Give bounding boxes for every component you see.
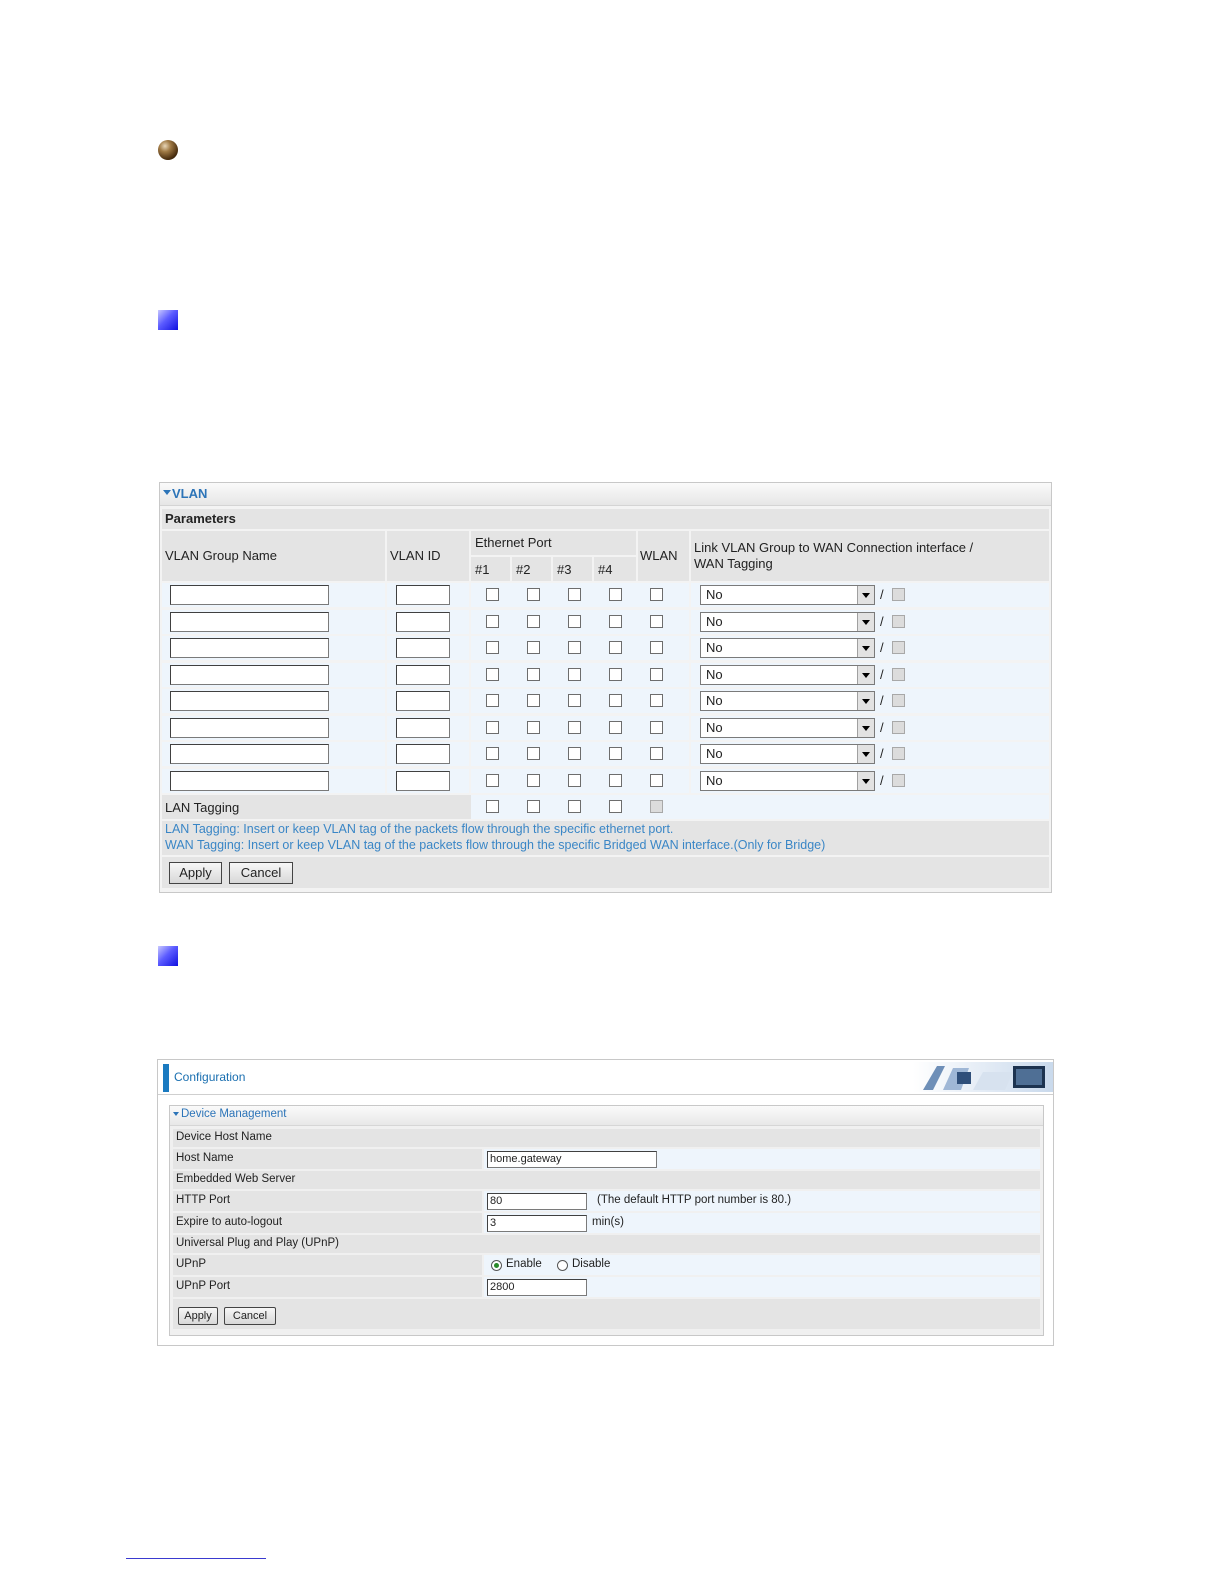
expire-row [173, 1213, 1040, 1233]
vlan-group-name-input[interactable] [170, 718, 329, 738]
wan-tagging-checkbox [892, 668, 905, 681]
wlan-checkbox[interactable] [650, 668, 663, 681]
vlan-id-cell [387, 636, 469, 660]
vlan-id-input[interactable] [396, 771, 450, 791]
vlan-group-name-input[interactable] [170, 612, 329, 632]
port-checkbox-cell [471, 769, 689, 793]
vlan-id-input[interactable] [396, 612, 450, 632]
wan-tagging-checkbox [892, 694, 905, 707]
notes-box [162, 821, 1049, 855]
port-3-checkbox[interactable] [568, 694, 581, 707]
wan-tagging-note: WAN Tagging: Insert or keep VLAN tag of the packets flow through the specific Bridged WAN interface.(Only for Bridge) [165, 838, 826, 852]
wan-connection-select-value: No [706, 746, 723, 761]
port-checkbox-cell [471, 663, 689, 687]
group-name-cell [162, 583, 385, 607]
port-1-checkbox[interactable] [486, 588, 499, 601]
device-host-name-section [173, 1129, 1040, 1147]
header-port-2 [512, 557, 551, 581]
wan-tagging-checkbox [892, 774, 905, 787]
vlan-id-input[interactable] [396, 718, 450, 738]
lan-tag-wlan-checkbox [650, 800, 663, 813]
header-ethernet-port [471, 531, 636, 555]
port-4-checkbox[interactable] [609, 641, 622, 654]
header-accent-bar [163, 1064, 169, 1092]
wlan-checkbox[interactable] [650, 721, 663, 734]
slash-separator: / [880, 693, 884, 708]
link-header-line2: WAN Tagging [694, 556, 773, 571]
port-2-header: #2 [516, 562, 531, 577]
wan-connection-select-value: No [706, 613, 723, 629]
vlan-id-input[interactable] [396, 638, 450, 658]
link-cell [691, 689, 1049, 713]
wlan-checkbox[interactable] [650, 588, 663, 601]
wan-tagging-checkbox [892, 747, 905, 760]
wan-tagging-checkbox [892, 641, 905, 654]
port-3-checkbox[interactable] [568, 641, 581, 654]
slash-separator: / [880, 772, 884, 788]
port-1-checkbox[interactable] [486, 615, 499, 628]
group-name-cell [162, 689, 385, 713]
group-name-header: VLAN Group Name [165, 548, 277, 563]
port-1-checkbox[interactable] [486, 721, 499, 734]
slash-separator: / [880, 746, 884, 761]
expire-input[interactable]: 3 [487, 1215, 587, 1232]
port-3-checkbox[interactable] [568, 747, 581, 760]
upnp-disable-radio[interactable] [557, 1260, 568, 1271]
port-2-checkbox[interactable] [527, 774, 540, 787]
wan-connection-select[interactable] [700, 771, 875, 791]
vlan-id-cell [387, 716, 469, 740]
link-header-line1: Link VLAN Group to WAN Connection interface / [694, 540, 974, 555]
port-4-header: #4 [598, 562, 613, 577]
port-2-checkbox[interactable] [527, 588, 540, 601]
port-2-checkbox[interactable] [527, 721, 540, 734]
upnp-row [173, 1255, 1040, 1275]
link-cell [691, 583, 1049, 607]
port-3-checkbox[interactable] [568, 721, 581, 734]
port-2-checkbox[interactable] [527, 615, 540, 628]
office-desk-banner-icon [913, 1062, 1053, 1092]
vlan-id-cell [387, 583, 469, 607]
lan-tagging-controls [471, 795, 1049, 819]
vlan-id-cell [387, 610, 469, 634]
port-4-checkbox[interactable] [609, 747, 622, 760]
config-button-bar [173, 1299, 1040, 1329]
configuration-panel [157, 1059, 1054, 1346]
dropdown-arrow-icon[interactable] [857, 586, 874, 604]
vlan-title: VLAN [172, 486, 208, 501]
ethernet-port-header: Ethernet Port [475, 535, 552, 550]
port-3-checkbox[interactable] [568, 615, 581, 628]
slash-separator: / [880, 587, 884, 602]
header-link-vlan [691, 531, 1049, 581]
port-checkbox-cell [471, 742, 689, 766]
upnp-disable-label[interactable]: Disable [572, 1258, 611, 1270]
wan-connection-select-value: No [706, 772, 723, 788]
lan-tagging-note: LAN Tagging: Insert or keep VLAN tag of the packets flow through the specific ethernet port. [165, 822, 674, 836]
wlan-header: WLAN [640, 548, 678, 563]
vlan-id-cell [387, 663, 469, 687]
vlan-group-name-input[interactable] [170, 691, 329, 711]
port-4-checkbox[interactable] [609, 588, 622, 601]
port-3-checkbox[interactable] [568, 668, 581, 681]
wan-connection-select[interactable] [700, 585, 875, 605]
upnp-port-row [173, 1277, 1040, 1297]
port-3-checkbox[interactable] [568, 774, 581, 787]
port-4-checkbox[interactable] [609, 668, 622, 681]
wan-tagging-checkbox [892, 588, 905, 601]
wan-connection-select[interactable] [700, 612, 875, 632]
upnp-label: UPnP [176, 1258, 207, 1270]
port-4-checkbox[interactable] [609, 774, 622, 787]
group-name-cell [162, 663, 385, 687]
link-cell [691, 769, 1049, 793]
group-name-cell [162, 742, 385, 766]
host-name-label: Host Name [176, 1152, 234, 1164]
link-cell [691, 636, 1049, 660]
wan-tagging-checkbox [892, 615, 905, 628]
port-1-checkbox[interactable] [486, 668, 499, 681]
port-1-checkbox[interactable] [486, 774, 499, 787]
host-name-input[interactable]: home.gateway [487, 1151, 657, 1168]
device-management-header[interactable] [170, 1106, 1043, 1126]
round-bullet-icon [158, 140, 178, 160]
upnp-port-input[interactable]: 2800 [487, 1279, 587, 1296]
footer-rule [126, 1558, 266, 1559]
http-port-input[interactable]: 80 [487, 1193, 587, 1210]
parameters-bar [162, 509, 1049, 529]
button-bar [162, 857, 1049, 888]
dropdown-arrow-icon[interactable] [857, 692, 874, 710]
vlan-id-cell [387, 689, 469, 713]
port-checkbox-cell [471, 716, 689, 740]
port-1-header: #1 [475, 562, 490, 577]
vlan-id-input[interactable] [396, 691, 450, 711]
upnp-port-label: UPnP Port [176, 1280, 231, 1292]
link-cell [691, 663, 1049, 687]
http-port-row [173, 1191, 1040, 1211]
header-port-1 [471, 557, 510, 581]
vlan-group-name-input[interactable] [170, 665, 329, 685]
http-port-label: HTTP Port [176, 1194, 231, 1206]
port-3-checkbox[interactable] [568, 588, 581, 601]
vlan-id-input[interactable] [396, 585, 450, 605]
port-checkbox-cell [471, 610, 689, 634]
vlan-header[interactable] [160, 483, 1051, 506]
wan-connection-select[interactable] [700, 718, 875, 738]
group-name-cell [162, 610, 385, 634]
collapse-triangle-icon[interactable] [173, 1112, 179, 1116]
http-port-hint: (The default HTTP port number is 80.) [597, 1194, 792, 1206]
link-cell [691, 716, 1049, 740]
slash-separator: / [880, 666, 884, 682]
wlan-checkbox[interactable] [650, 774, 663, 787]
embedded-web-server-header: Embedded Web Server [176, 1173, 296, 1185]
wlan-checkbox[interactable] [650, 615, 663, 628]
header-wlan [638, 531, 689, 581]
group-name-cell [162, 716, 385, 740]
device-host-name-header: Device Host Name [176, 1131, 272, 1143]
wan-tagging-checkbox [892, 721, 905, 734]
port-2-checkbox[interactable] [527, 641, 540, 654]
lan-tagging-row [162, 795, 471, 819]
link-cell [691, 610, 1049, 634]
port-2-checkbox[interactable] [527, 747, 540, 760]
dropdown-arrow-icon[interactable] [857, 719, 874, 737]
wlan-checkbox[interactable] [650, 694, 663, 707]
wlan-checkbox[interactable] [650, 641, 663, 654]
wan-connection-select[interactable] [700, 691, 875, 711]
port-2-checkbox[interactable] [527, 668, 540, 681]
group-name-cell [162, 769, 385, 793]
vlan-group-name-input[interactable] [170, 585, 329, 605]
port-1-checkbox[interactable] [486, 694, 499, 707]
lan-tag-port-4-checkbox[interactable] [609, 800, 622, 813]
header-vlan-id [387, 531, 469, 581]
header-group-name [162, 531, 385, 581]
slash-separator: / [880, 613, 884, 629]
group-name-cell [162, 636, 385, 660]
config-apply-button[interactable]: Apply [178, 1307, 218, 1325]
vlan-id-cell [387, 742, 469, 766]
vlan-panel [159, 482, 1052, 893]
header-port-4 [594, 557, 636, 581]
parameters-label: Parameters [165, 511, 236, 526]
embedded-web-server-section [173, 1171, 1040, 1189]
expire-label: Expire to auto-logout [176, 1216, 283, 1228]
port-4-checkbox[interactable] [609, 694, 622, 707]
wlan-checkbox[interactable] [650, 747, 663, 760]
host-name-row [173, 1149, 1040, 1169]
wan-connection-select-value: No [706, 666, 723, 682]
configuration-title: Configuration [174, 1070, 246, 1084]
wan-connection-select-value: No [706, 719, 723, 735]
wan-connection-select-value: No [706, 640, 723, 655]
apply-button[interactable]: Apply [169, 862, 222, 884]
port-checkbox-cell [471, 689, 689, 713]
header-port-3 [553, 557, 592, 581]
lan-tag-port-3-checkbox[interactable] [568, 800, 581, 813]
port-3-header: #3 [557, 562, 572, 577]
port-1-checkbox[interactable] [486, 747, 499, 760]
port-1-checkbox[interactable] [486, 641, 499, 654]
wan-connection-select[interactable] [700, 638, 875, 658]
vlan-id-input[interactable] [396, 665, 450, 685]
dropdown-arrow-icon[interactable] [857, 639, 874, 657]
upnp-enable-radio[interactable] [491, 1260, 502, 1271]
port-2-checkbox[interactable] [527, 694, 540, 707]
config-cancel-button[interactable]: Cancel [224, 1307, 276, 1325]
wan-connection-select-value: No [706, 587, 723, 602]
collapse-triangle-icon[interactable] [163, 490, 171, 495]
vlan-group-name-input[interactable] [170, 771, 329, 791]
port-4-checkbox[interactable] [609, 615, 622, 628]
vlan-id-header: VLAN ID [390, 548, 441, 563]
upnp-section [173, 1235, 1040, 1253]
dropdown-arrow-icon[interactable] [857, 745, 874, 763]
lan-tag-port-1-checkbox[interactable] [486, 800, 499, 813]
slash-separator: / [880, 640, 884, 655]
device-management-box [169, 1105, 1044, 1336]
dropdown-arrow-icon[interactable] [857, 613, 874, 631]
expire-unit: min(s) [592, 1216, 624, 1228]
lan-tagging-label: LAN Tagging [165, 800, 240, 815]
link-cell [691, 742, 1049, 766]
vlan-group-name-input[interactable] [170, 638, 329, 658]
configuration-header [158, 1060, 1053, 1095]
device-management-title: Device Management [181, 1108, 287, 1120]
wan-connection-select[interactable] [700, 744, 875, 764]
upnp-enable-label[interactable]: Enable [506, 1258, 542, 1270]
wan-connection-select[interactable] [700, 665, 875, 685]
slash-separator: / [880, 719, 884, 735]
port-checkbox-cell [471, 583, 689, 607]
cancel-button[interactable]: Cancel [229, 862, 293, 884]
wan-connection-select-value: No [706, 693, 723, 708]
square-bullet-icon [158, 310, 178, 330]
upnp-header: Universal Plug and Play (UPnP) [176, 1237, 339, 1249]
dropdown-arrow-icon[interactable] [857, 666, 874, 684]
lan-tag-port-2-checkbox[interactable] [527, 800, 540, 813]
port-4-checkbox[interactable] [609, 721, 622, 734]
vlan-group-name-input[interactable] [170, 744, 329, 764]
port-checkbox-cell [471, 636, 689, 660]
vlan-id-cell [387, 769, 469, 793]
vlan-id-input[interactable] [396, 744, 450, 764]
square-bullet-icon [158, 946, 178, 966]
dropdown-arrow-icon[interactable] [857, 772, 874, 790]
